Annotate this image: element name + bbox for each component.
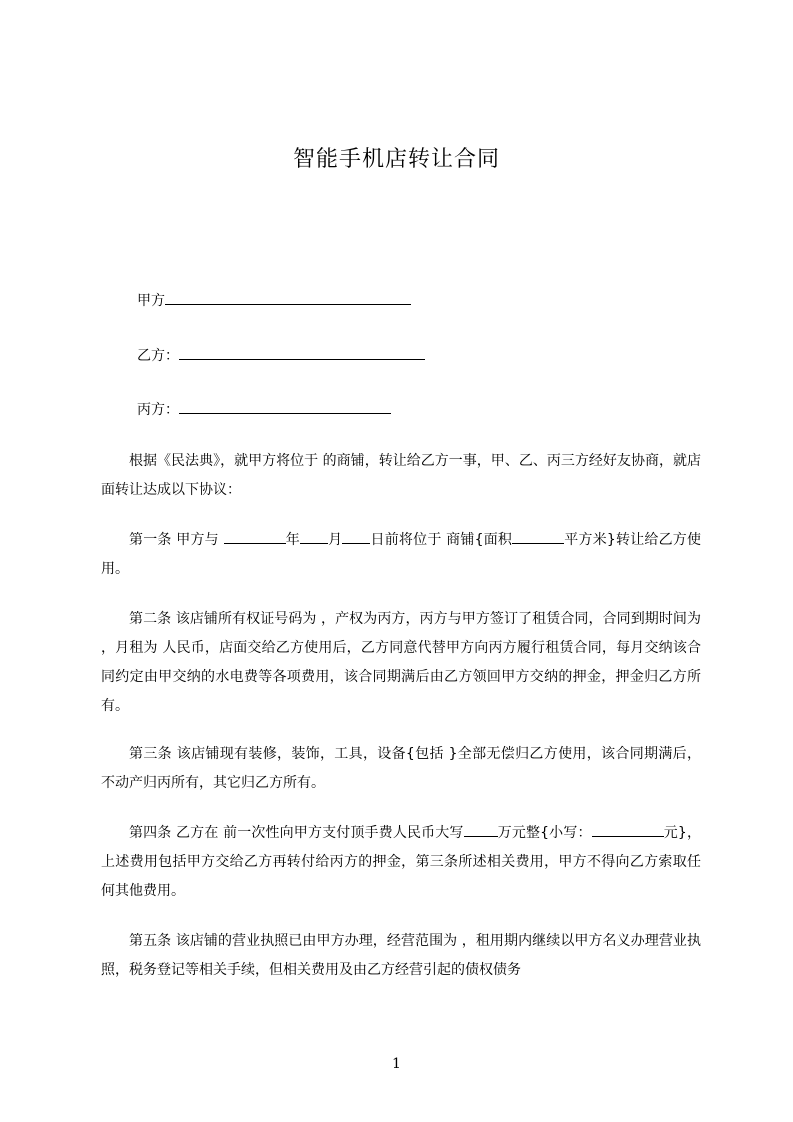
party-b-label: 乙方： bbox=[137, 348, 179, 364]
article-4-text-c: 元}，上述费用包括甲方交给乙方再转付给丙方的押金，第三条所述相关费用，甲方不得向乙方索取任何其他费用。 bbox=[101, 825, 701, 899]
article-5: 第五条 该店铺的营业执照已由甲方办理，经营范围为 ，租用期内继续以甲方名义办理营业执照，税务登记等相关手续，但相关费用及由乙方经营引起的债权债务 bbox=[101, 933, 701, 978]
amount-figures-blank bbox=[592, 824, 664, 837]
party-a-blank bbox=[165, 290, 411, 305]
party-b-blank bbox=[179, 345, 425, 360]
area-blank bbox=[512, 531, 564, 544]
page-title: 智能手机店转让合同 bbox=[292, 147, 500, 172]
party-a-line bbox=[137, 290, 411, 311]
party-c-line bbox=[137, 399, 391, 420]
article-1-text-c: 月 bbox=[327, 532, 343, 548]
article-1-text-a: 第一条 甲方与 bbox=[129, 532, 224, 548]
article-1-text-e: 平方米}转让给乙方使用。 bbox=[101, 532, 702, 577]
page-number: 1 bbox=[392, 1056, 401, 1072]
article-1-text-b: 年 bbox=[285, 532, 300, 548]
article-1 bbox=[101, 526, 701, 584]
article-4 bbox=[101, 819, 701, 906]
amount-words-blank bbox=[464, 824, 498, 837]
article-4-text-b: 万元整{小写： bbox=[497, 825, 592, 841]
intro-paragraph: 根据《民法典》，就甲方将位于 的商铺，转让给乙方一事，甲、乙、丙三方经好友协商，就店面转让达成以下协议： bbox=[101, 453, 701, 498]
party-c-blank bbox=[179, 399, 391, 414]
article-2: 第二条 该店铺所有权证号码为 ，产权为丙方，丙方与甲方签订了租赁合同，合同到期时间为 ，月租为 人民币，店面交给乙方使用后，乙方同意代替甲方向丙方履行租赁合同，每月交纳该合同约定由甲交纳的水电费等各项费用，该合同期满后由乙方领回甲方交纳的押金，押金归乙方所有。 bbox=[101, 611, 701, 714]
party-b-line bbox=[137, 345, 425, 366]
month-blank bbox=[300, 531, 328, 544]
year-blank bbox=[224, 531, 286, 544]
party-c-label: 丙方： bbox=[137, 402, 179, 418]
article-3: 第三条 该店铺现有装修，装饰，工具，设备{包括 }全部无偿归乙方使用，该合同期满后，不动产归丙所有，其它归乙方所有。 bbox=[101, 746, 701, 791]
day-blank bbox=[342, 531, 370, 544]
article-1-text-d: 日前将位于 商铺{面积 bbox=[370, 532, 513, 548]
party-a-label: 甲方 bbox=[137, 293, 165, 309]
article-4-text-a: 第四条 乙方在 前一次性向甲方支付顶手费人民币大写 bbox=[129, 825, 464, 841]
